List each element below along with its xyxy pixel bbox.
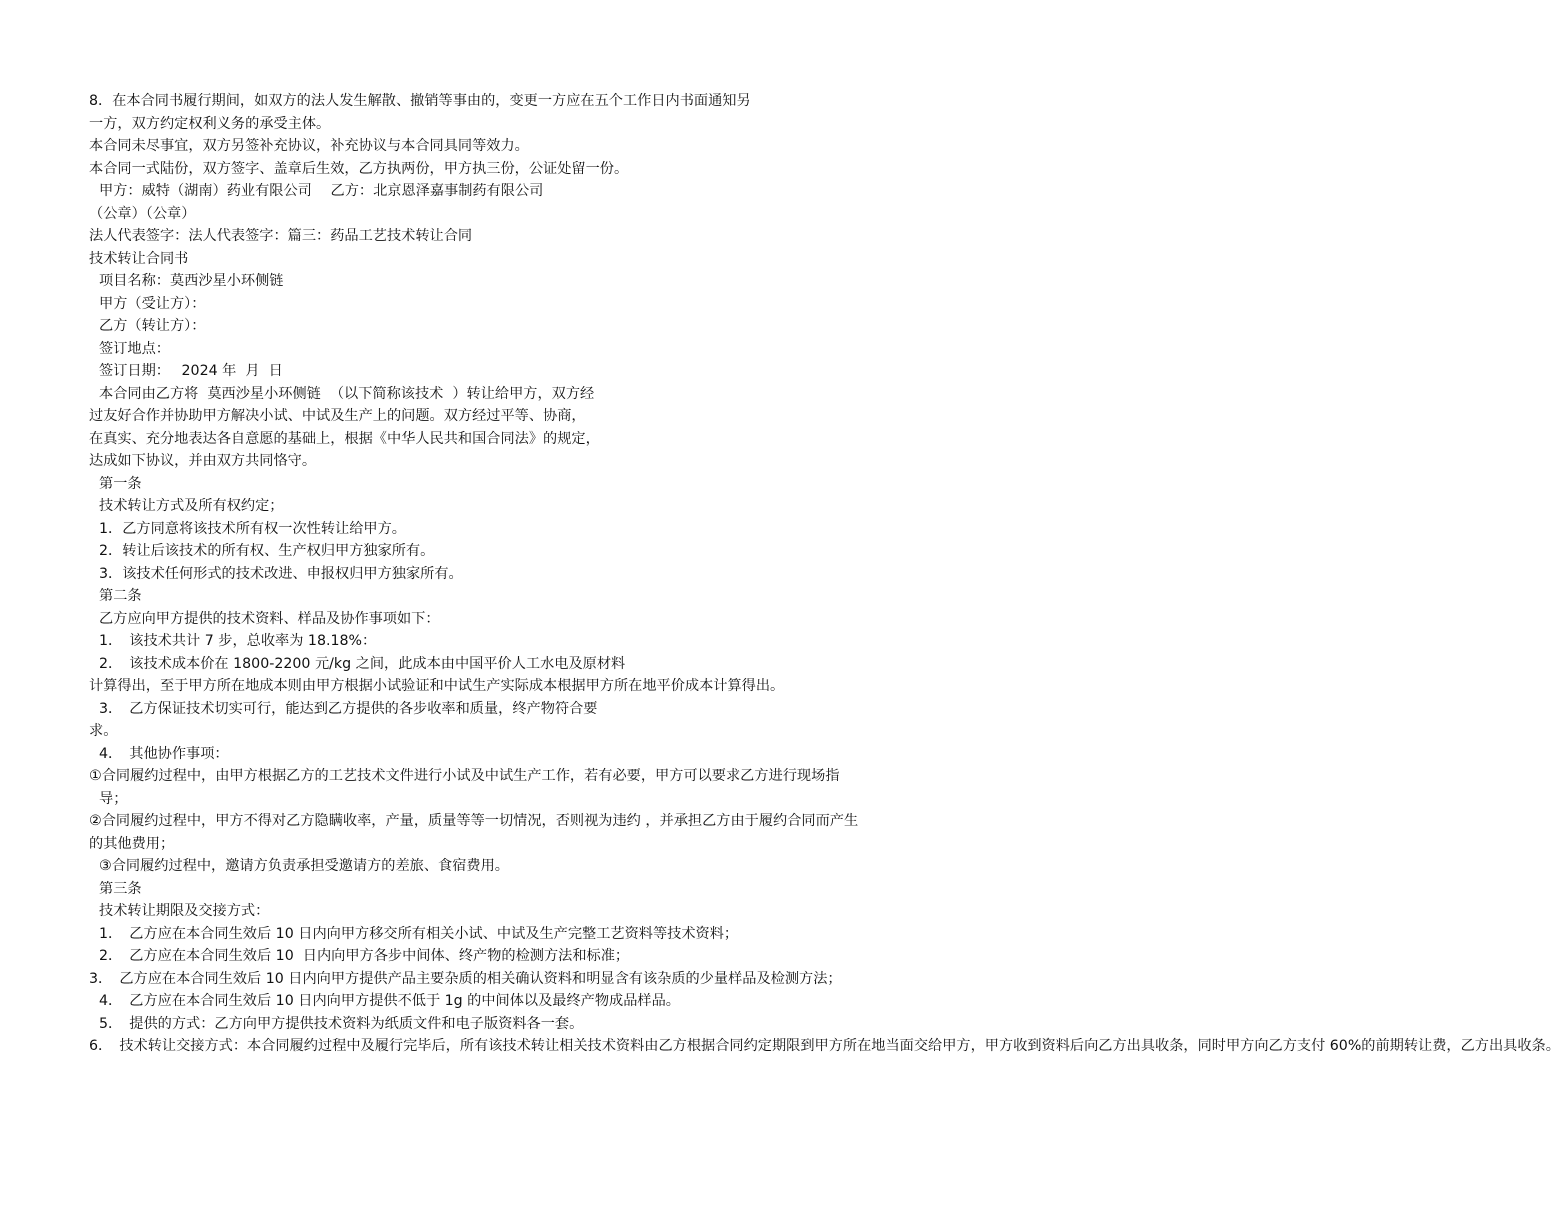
document-line: 技术转让方式及所有权约定； — [99, 498, 284, 514]
document-line: 2． 乙方应在本合同生效后 10 日内向甲方各步中间体、终产物的检测方法和标准； — [99, 948, 630, 964]
item-number: 6． — [89, 1038, 120, 1054]
document-line: 2． 该技术成本价在 1800-2200 元/kg 之间，此成本由中国平价人工水电及原材料 — [99, 655, 626, 672]
document-body — [89, 90, 1560, 1058]
document-paragraph — [89, 1035, 1560, 1058]
document-line: 8．在本合同书履行期间，如双方的法人发生解散、撤销等事由的，变更一方应在五个工作日内书面通知另 — [89, 93, 751, 109]
document-line: 计算得出，至于甲方所在地成本则由甲方根据小试验证和中试生产实际成本根据甲方所在地平价成本计算得出。 — [89, 678, 785, 694]
document-line: 技术转让期限及交接方式： — [99, 903, 270, 919]
document-line: 在真实、充分地表达各自意愿的基础上，根据《中华人民共和国合同法》的规定， — [89, 430, 600, 447]
document-line: 本合同一式陆份，双方签字、盖章后生效，乙方执两份，甲方执三份，公证处留一份。 — [89, 160, 629, 177]
document-line: 过友好合作并协助甲方解决小试、中试及生产上的问题。双方经过平等、协商， — [89, 408, 586, 424]
document-line: 第二条 — [99, 588, 142, 604]
document-line: 签订地点： — [99, 340, 170, 357]
document-line: 项目名称：莫西沙星小环侧链 — [99, 273, 284, 289]
document-line: 乙方（转让方）： — [99, 318, 206, 334]
document-line: 1． 该技术共计 7 步，总收率为 18.18%： — [99, 633, 377, 649]
document-line: 3． 乙方保证技术切实可行，能达到乙方提供的各步收率和质量，终产物符合要 — [99, 700, 598, 717]
document-line: ③合同履约过程中，邀请方负责承担受邀请方的差旅、食宿费用。 — [99, 858, 509, 874]
document-line: 2．转让后该技术的所有权、生产权归甲方独家所有。 — [99, 543, 435, 559]
document-line: 本合同未尽事宜，双方另签补充协议，补充协议与本合同具同等效力。 — [89, 138, 529, 154]
document-line: 3．该技术任何形式的技术改进、申报权归甲方独家所有。 — [99, 565, 463, 582]
document-line: 签订日期： 2024 年 月 日 — [99, 363, 283, 379]
document-line: 法人代表签字：法人代表签字：篇三：药品工艺技术转让合同 — [89, 228, 473, 244]
document-line: ①合同履约过程中，由甲方根据乙方的工艺技术文件进行小试及中试生产工作，若有必要，甲方可以要求乙方进行现场指导； — [89, 768, 840, 807]
document-line: 甲方：威特（湖南）药业有限公司 乙方：北京恩泽嘉事制药有限公司 — [99, 183, 544, 199]
document-line: 甲方（受让方）： — [99, 295, 206, 312]
document-line: 技术转让合同书 — [89, 250, 189, 267]
document-line: 第一条 — [99, 475, 142, 492]
document-line: ②合同履约过程中，甲方不得对乙方隐瞒收率，产量，质量等等一切情况，否则视为违约 ，并承担乙方由于履约合同而产生的其他费用； — [89, 813, 859, 852]
document-line: 达成如下协议，并由双方共同恪守。 — [89, 453, 317, 469]
document-line: 1．乙方同意将该技术所有权一次性转让给甲方。 — [99, 520, 406, 537]
item-text: 技术转让交接方式：本合同履约过程中及履行完毕后，所有该技术转让相关技术资料由乙方根据合同约定期限到甲方所在地当面交给甲方，甲方收到资料后向乙方出具收条，同时甲方向乙方支付 60%的前期转让费，乙方出具收条。 — [119, 1038, 1560, 1054]
item-number: 3． — [89, 970, 120, 987]
document-line: 4． 其他协作事项： — [99, 745, 229, 762]
document-line: 5． 提供的方式：乙方向甲方提供技术资料为纸质文件和电子版资料各一套。 — [99, 1015, 584, 1032]
document-line: 一方，双方约定权利义务的承受主体。 — [89, 115, 331, 132]
document-line: 第三条 — [99, 880, 142, 897]
document-line: （公章）（公章） — [89, 205, 196, 222]
document-line: 1． 乙方应在本合同生效后 10 日内向甲方移交所有相关小试、中试及生产完整工艺资料等技术资料； — [99, 925, 739, 942]
document-line: 本合同由乙方将 莫西沙星小环侧链 （以下简称该技术 ）转让给甲方，双方经 — [99, 385, 595, 402]
document-paragraph — [89, 968, 861, 991]
document-line: 乙方应向甲方提供的技术资料、样品及协作事项如下： — [99, 610, 440, 627]
document-line: 4． 乙方应在本合同生效后 10 日内向甲方提供不低于 1g 的中间体以及最终产物成品样品。 — [99, 993, 680, 1009]
document-line: 求。 — [89, 723, 118, 739]
item-text: 乙方应在本合同生效后 10 日内向甲方提供产品主要杂质的相关确认资料和明显含有该杂质的少量样品及检测方法； — [119, 970, 842, 987]
